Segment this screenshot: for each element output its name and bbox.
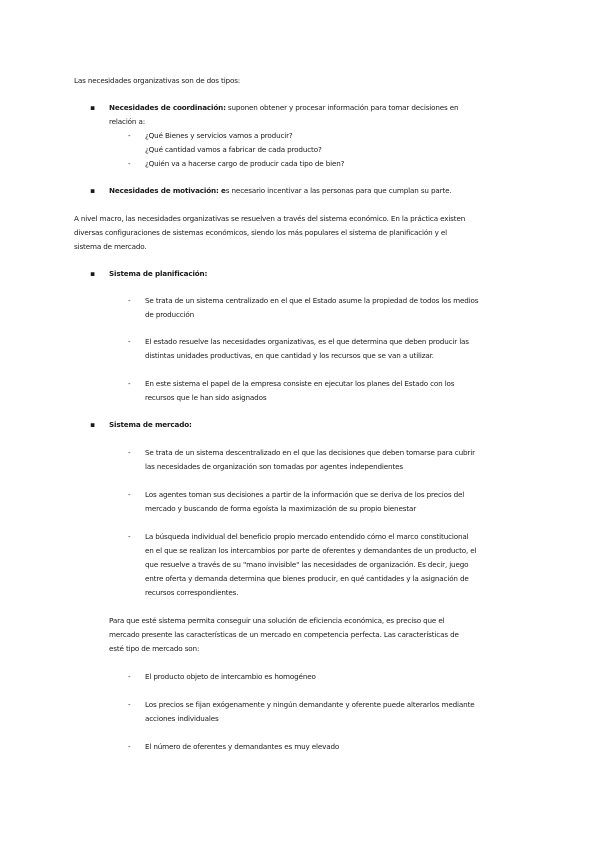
- market-item-3-line-3: que resuelve a través de su "mano invisible" las necesidades de organización. Es decir, juego: [145, 560, 469, 569]
- planning-item-2-line-2: distintas unidades productivas, en que cantidad y los recursos que se van a utilizar.: [145, 351, 434, 360]
- market-heading: Sistema de mercado:: [109, 420, 192, 429]
- question-3: ¿Quién va a hacerse cargo de producir cada tipo de bien?: [145, 159, 345, 168]
- efficiency-line-1: Para que esté sistema permita conseguir una solución de eficiencia económica, es preciso que el: [109, 616, 445, 625]
- bullet-marker: ▪: [90, 103, 96, 112]
- coordination-text: suponen obtener y procesar información para tomar decisiones en: [225, 103, 459, 112]
- dash-marker: -: [128, 379, 131, 388]
- dash-marker: -: [128, 742, 131, 751]
- planning-item-3-line-2: recursos que le han sido asignados: [145, 393, 267, 402]
- macro-line-2: diversas configuraciones de sistemas económicos, siendo los más populares el sistema de planificación y el: [74, 228, 448, 237]
- characteristic-1: El producto objeto de intercambio es homogéneo: [145, 672, 316, 681]
- dash-marker: -: [128, 490, 131, 499]
- market-item-1-line-2: las necesidades de organización son tomadas por agentes independientes: [145, 462, 403, 471]
- market-item-2-line-2: mercado y buscando de forma egoísta la maximización de su propio bienestar: [145, 504, 417, 513]
- characteristic-3: El número de oferentes y demandantes es muy elevado: [145, 742, 340, 751]
- efficiency-line-3: esté tipo de mercado son:: [109, 644, 200, 653]
- bullet-marker: ▪: [90, 186, 96, 195]
- motivation-term: Necesidades de motivación: e: [109, 186, 226, 195]
- characteristic-2-line-1: Los precios se fijan exógenamente y ningún demandante y oferente puede alterarlos mediante: [145, 700, 475, 709]
- market-item-2-line-1: Los agentes toman sus decisiones a partir de la información que se deriva de los precios del: [145, 490, 465, 499]
- question-1: ¿Qué Bienes y servicios vamos a producir?: [145, 131, 293, 140]
- planning-item-1-line-2: de producción: [145, 310, 195, 319]
- characteristic-2-line-2: acciones individuales: [145, 714, 219, 723]
- market-item-1-line-1: Se trata de un sistema descentralizado en el que las decisiones que deben tomarse para cubrir: [145, 448, 475, 457]
- dash-marker: -: [128, 296, 131, 305]
- planning-heading: Sistema de planificación:: [109, 269, 208, 278]
- dash-marker: -: [128, 131, 131, 140]
- macro-line-1: A nivel macro, las necesidades organizativas se resuelven a través del sistema económico. En la práctica existen: [74, 214, 466, 223]
- market-item-3-line-2: en el que se realizan los intercambios por parte de oferentes y demandantes de un producto, el: [145, 546, 477, 555]
- market-item-3-line-1: La búsqueda individual del beneficio propio mercado entendido cómo el marco constitucional: [145, 532, 469, 541]
- coordination-term: Necesidades de coordinación:: [109, 103, 226, 112]
- dash-marker: -: [128, 700, 131, 709]
- motivation-line: [109, 185, 452, 196]
- planning-item-2-line-1: El estado resuelve las necesidades organizativas, es el que determina que deben producir las: [145, 337, 469, 346]
- dash-marker: -: [128, 672, 131, 681]
- coordination-line-1: [109, 102, 458, 113]
- planning-item-1-line-1: Se trata de un sistema centralizado en el que el Estado asume la propiedad de todos los medios: [145, 296, 479, 305]
- bullet-marker: ▪: [90, 269, 96, 278]
- dash-marker: -: [128, 337, 131, 346]
- dash-marker: -: [128, 532, 131, 541]
- question-2: ¿Qué cantidad vamos a fabricar de cada producto?: [145, 145, 322, 154]
- intro-text: Las necesidades organizativas son de dos tipos:: [74, 76, 241, 85]
- market-item-3-line-5: recursos correspondientes.: [145, 588, 239, 597]
- efficiency-line-2: mercado presente las características de un mercado en competencia perfecta. Las características de: [109, 630, 459, 639]
- bullet-marker: ▪: [90, 420, 96, 429]
- dash-marker: -: [128, 159, 131, 168]
- macro-line-3: sistema de mercado.: [74, 242, 147, 251]
- market-item-3-line-4: entre oferta y demanda determina que bienes producir, en qué cantidades y la asignación de: [145, 574, 469, 583]
- planning-item-3-line-1: En este sistema el papel de la empresa consiste en ejecutar los planes del Estado con los: [145, 379, 455, 388]
- motivation-text: s necesario incentivar a las personas para que cumplan su parte.: [225, 186, 452, 195]
- dash-marker: -: [128, 448, 131, 457]
- coordination-line-2: relación a:: [109, 117, 145, 126]
